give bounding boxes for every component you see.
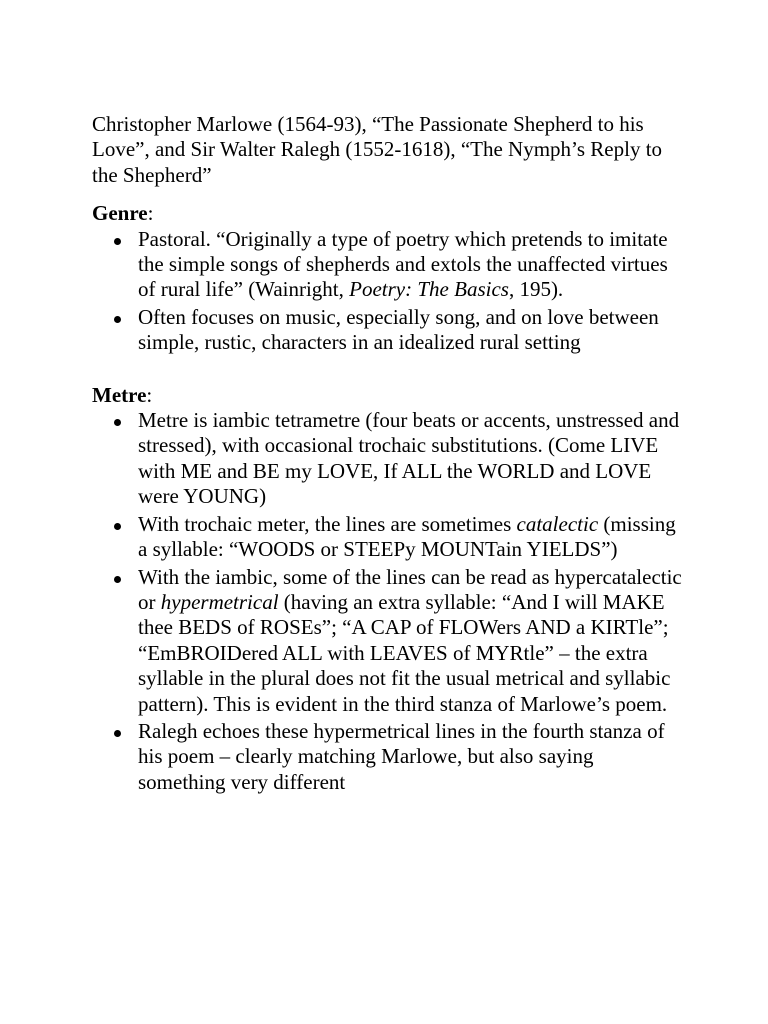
bullet-text-segment: Metre is iambic tetrametre (four beats or accents, unstressed and stressed), with occasional trochaic substitutions. (Come LIVE with ME and BE my LOVE, If ALL the WORLD and LOVE were YOUNG) [138,408,680,509]
document-page [92,112,682,797]
list-item [92,719,682,795]
bullet-icon [114,730,121,737]
bullet-text-segment: , 195). [508,277,564,302]
bullet-text-segment-italic: hypermetrical [160,589,279,614]
bullet-text-segment: With trochaic meter, the lines are sometimes [138,511,517,536]
list-item [92,305,682,356]
list-item [92,408,682,510]
bullet-text-segment-italic: catalectic [516,511,599,536]
section-heading-genre-colon: : [147,201,154,226]
bullet-icon [114,523,121,530]
bullet-icon [114,419,121,426]
bullet-icon [114,576,121,583]
bullet-text-segment: (having an extra syllable: “And I will MAKE thee BEDS of ROSEs”; “A CAP of FLOWers AND a KIRTle”; “EmBROIDered ALL with LEAVES of MYRtle” – the extra syllable in the plural does not fit the usual metrical and syllabic pattern). This is evident in the third stanza of Marlowe’s poem. [138,589,671,716]
list-item [92,512,682,563]
bullet-text-segment-italic: Poetry: The Basics [349,277,509,302]
bullet-text-segment: Ralegh echoes these hypermetrical lines in the fourth stanza of his poem – clearly matching Marlowe, but also saying something very different [138,718,665,794]
bullet-text-segment: (missing a syllable: “WOODS or STEEPy MOUNTain YIELDS”) [138,511,676,562]
section-spacer [92,358,682,383]
section-heading-metre-word: Metre [92,382,147,407]
list-item [92,565,682,717]
section-genre [92,201,682,355]
bullet-text-segment: With the iambic, some of the lines can be read as hypercatalectic or [138,564,682,614]
section-heading-genre-word: Genre [92,201,148,226]
section-heading-metre [92,383,682,408]
bullet-text-segment: Often focuses on music, especially song, and on love between simple, rustic, characters in an idealized rural setting [138,304,659,355]
section-metre [92,383,682,796]
section-heading-genre [92,201,682,226]
bullet-icon [114,316,121,323]
bullet-icon [114,238,121,245]
genre-bullet-list [92,227,682,356]
bullet-text-segment: Pastoral. “Originally a type of poetry which pretends to imitate the simple songs of shepherds and extols the unaffected virtues of rural life” (Wainright, [138,226,668,302]
document-title: Christopher Marlowe (1564-93), “The Passionate Shepherd to his Love”, and Sir Walter Ralegh (1552-1618), “The Nymph’s Reply to the Shepherd” [92,112,663,187]
section-heading-metre-colon: : [146,382,153,407]
list-item [92,227,682,303]
metre-bullet-list [92,408,682,795]
